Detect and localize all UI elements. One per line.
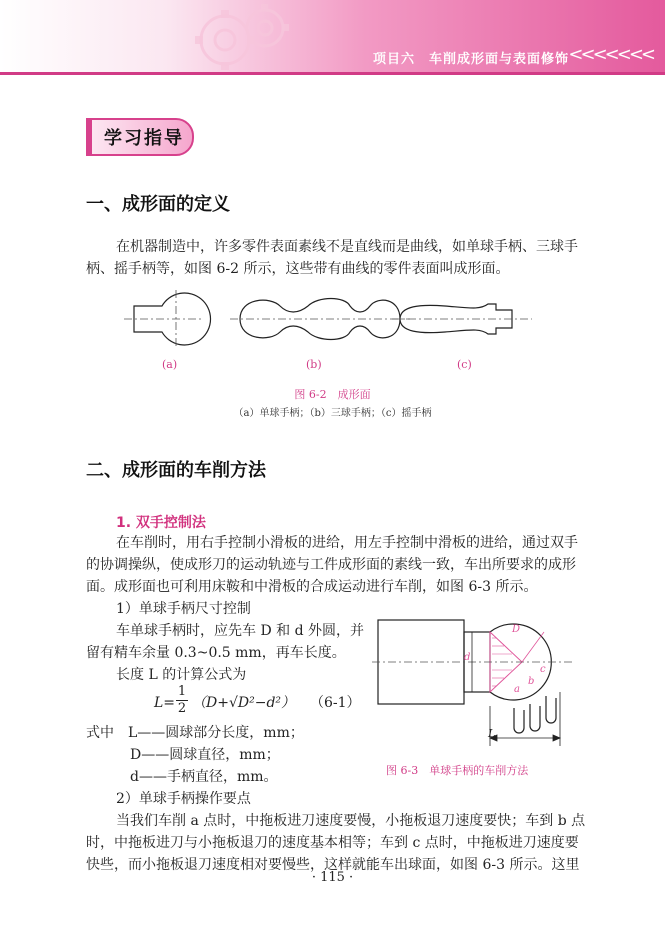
section2-heading: 二、成形面的车削方法 [86,460,266,481]
section2-para1-line1: 在车削时，用右手控制小滑板的进给，用左手控制中滑板的进给，通过双手 [116,535,578,551]
section2-para1-line2: 的协调操纵，使成形刀的运动轨迹与工件成形面的素线一致，车出所要求的成形 [86,557,576,573]
section1-para-line1: 在机器制造中，许多零件表面素线不是直线而是曲线，如单球手柄、三球手 [116,239,578,255]
section2-para1-line3: 面。成形面也可利用床鞍和中滑板的合成运动进行车削，如图 6-3 所示。 [86,579,538,595]
formula-lhs: L= [154,695,176,711]
item2-line3: 快些，而小拖板退刀速度相对要慢些，这样就能车出球面，如图 6-3 所示。这里 [86,857,580,873]
where-line2: D——圆球直径，mm； [130,747,280,763]
where-line3: d——手柄直径，mm。 [130,769,278,785]
fig3-label-d: d [464,652,471,663]
formula-fraction [176,684,188,717]
figure-6-2-drawing [120,288,550,348]
fig3-label-D: D [512,624,521,635]
figure-6-3-drawing [372,612,582,752]
item1-heading: 1）单球手柄尺寸控制 [116,601,251,617]
fig3-label-a: a [514,684,520,695]
fig-label-b: (b) [306,358,322,371]
section1-heading: 一、成形面的定义 [86,194,230,215]
header-rule [0,72,665,75]
subsection-heading: 1. 双手控制法 [116,515,206,531]
item2-line2: 时，中拖板进刀与小拖板退刀的速度基本相等；车到 c 点时，中拖板进刀速度要 [86,835,579,851]
item2-line1: 当我们车削 a 点时，中拖板进刀速度要慢，小拖板退刀速度要快；车到 b 点 [116,813,586,829]
fig3-label-L: L [488,727,496,740]
chevron-decoration-icon: <<<<<<< [568,44,653,65]
section-tag-label: 学习指导 [104,128,184,149]
fig3-label-c: c [540,664,546,675]
fig3-label-b: b [528,676,535,687]
formula-number: （6-1） [310,695,361,711]
item1-line2: 留有精车余量 0.3~0.5 mm，再车长度。 [86,645,346,661]
item1-line1: 车单球手柄时，应先车 D 和 d 外圆，并 [116,623,364,639]
where-line1: 式中 L——圆球部分长度，mm； [86,725,304,741]
figure-6-2-subcaption: （a）单球手柄；（b）三球手柄；（c）摇手柄 [233,408,432,419]
formula-denominator: 2 [177,701,187,716]
formula-numerator: 1 [177,684,187,699]
section1-para-line2: 柄、摇手柄等，如图 6-2 所示，这些带有曲线的零件表面叫成形面。 [86,261,510,277]
figure-6-2-caption: 图 6-2 成形面 [294,388,371,401]
fig-label-c: (c) [457,358,472,371]
formula-rhs: （D+√D²−d²） [192,695,296,711]
running-header-title: 项目六 车削成形面与表面修饰 [372,52,569,67]
section-tag-bar [86,118,92,156]
item1-line3: 长度 L 的计算公式为 [116,667,247,683]
fig-label-a: (a) [162,358,178,371]
page-number: · 115 · [311,870,354,885]
figure-6-3-caption: 图 6-3 单球手柄的车削方法 [386,764,529,777]
cutting-tools [514,696,556,733]
item2-heading: 2）单球手柄操作要点 [116,791,251,807]
